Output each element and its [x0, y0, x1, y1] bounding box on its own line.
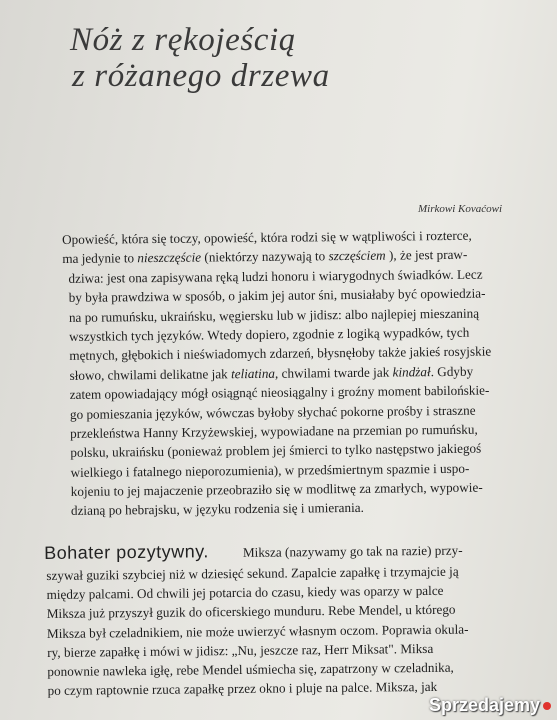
text-line: wielkiego i fatalnego nieporozumienia), w przedśmiertnym spazmie i uspo-: [70, 460, 470, 480]
chapter-title-line-2: z różanego drzewa: [72, 58, 330, 94]
text-line: przekleństwa Hanny Krzyżewskiej, wypowiadane na przemian po rumuńsku,: [70, 421, 478, 441]
text-line: dziwa: jest ona zapisywana ręką ludzi honoru i wiarygodnych świadków. Lecz: [68, 266, 483, 286]
text-line: Miksza już przyszył guzik do oficerskiego munduru. Rebe Mendel, u którego: [46, 602, 456, 622]
watermark-text: Sprzedajemy: [428, 695, 540, 715]
watermark-logo: [429, 695, 551, 716]
text-line: szywał guziki szybciej niż w dziesięć sekund. Zapalcie zapałkę i trzymajcie ją: [46, 563, 459, 583]
text-line: ponownie nawleka igłę, rebe Mendel uśmiecha się, zapatrzony w czeladnika,: [47, 659, 454, 679]
watermark-dot-icon: [543, 702, 551, 710]
section-heading: Bohater pozytywny.: [44, 541, 209, 563]
section-positive-hero: [44, 535, 557, 701]
text-line: mętnych, głębokich i nieświadomych zdarzeń, błysnęłoby także jakieś rosyjskie: [69, 343, 492, 364]
text-line: słowo, chwilami delikatne jak teliatina, chwilami twarde jak kindżał. Gdyby: [69, 363, 474, 383]
text-line: dzianą po hebrajsku, w języku rodzenia się i umierania.: [70, 500, 364, 519]
text-line: zatem opowiadający mógł osiągnąć nieosiągalny i groźny moment babilońskie-: [69, 382, 490, 403]
chapter-title-line-1: Nóż z rękojeścią: [70, 22, 296, 58]
text-line: ry, bierze zapałkę i mówi w jidisz: „Nu, jeszcze raz, Herr Miksat". Miksa: [47, 640, 434, 660]
text-line: Miksza (nazywamy go tak na razie) przy-: [242, 542, 463, 560]
text-line: polsku, ukraińsku (ponieważ problem jej śmierci to tylko następstwo jakiegoś: [70, 440, 482, 461]
text-line: na po rumuńsku, ukraińsku, węgiersku lub w jidisz: albo najlepiej mieszaniną: [68, 305, 480, 325]
text-line: po czym raptownie rzuca zapałkę przez okno i pluje na palce. Miksza, jak: [47, 679, 438, 699]
text-line: między palcami. Od chwili jej potarcia do czasu, kiedy was oparzy w palce: [46, 583, 444, 603]
chapter-title: [70, 22, 330, 94]
paragraph-intro: [62, 225, 535, 521]
text-line: Opowieść, która się toczy, opowieść, która rodzi się w wątpliwości i rozterce,: [62, 227, 472, 247]
text-line: kojeniu to jej majaczenie przeobraziło się w modlitwę za zmarłych, wypowie-: [70, 479, 483, 500]
text-line: go pomieszania języków, wówczas byłoby słychać pokorne prośby i straszne: [69, 402, 476, 422]
text-line: by była prawdziwa w sposób, o jakim jej autor śni, musiałaby być opowiedzia-: [68, 285, 486, 306]
text-line: wszystkich tych języków. Wtedy dopiero, zgodnie z logiką wypadków, tych: [69, 324, 470, 344]
dedication: Mirkowi Kovaćowi: [418, 203, 503, 215]
text-line: Miksza był czeladnikiem, nie może uwierzyć własnym oczom. Poprawia okula-: [46, 621, 469, 641]
text-line: ma jedynie to nieszczęście (niektórzy nazywają to szczęściem ), że jest praw-: [62, 247, 468, 267]
